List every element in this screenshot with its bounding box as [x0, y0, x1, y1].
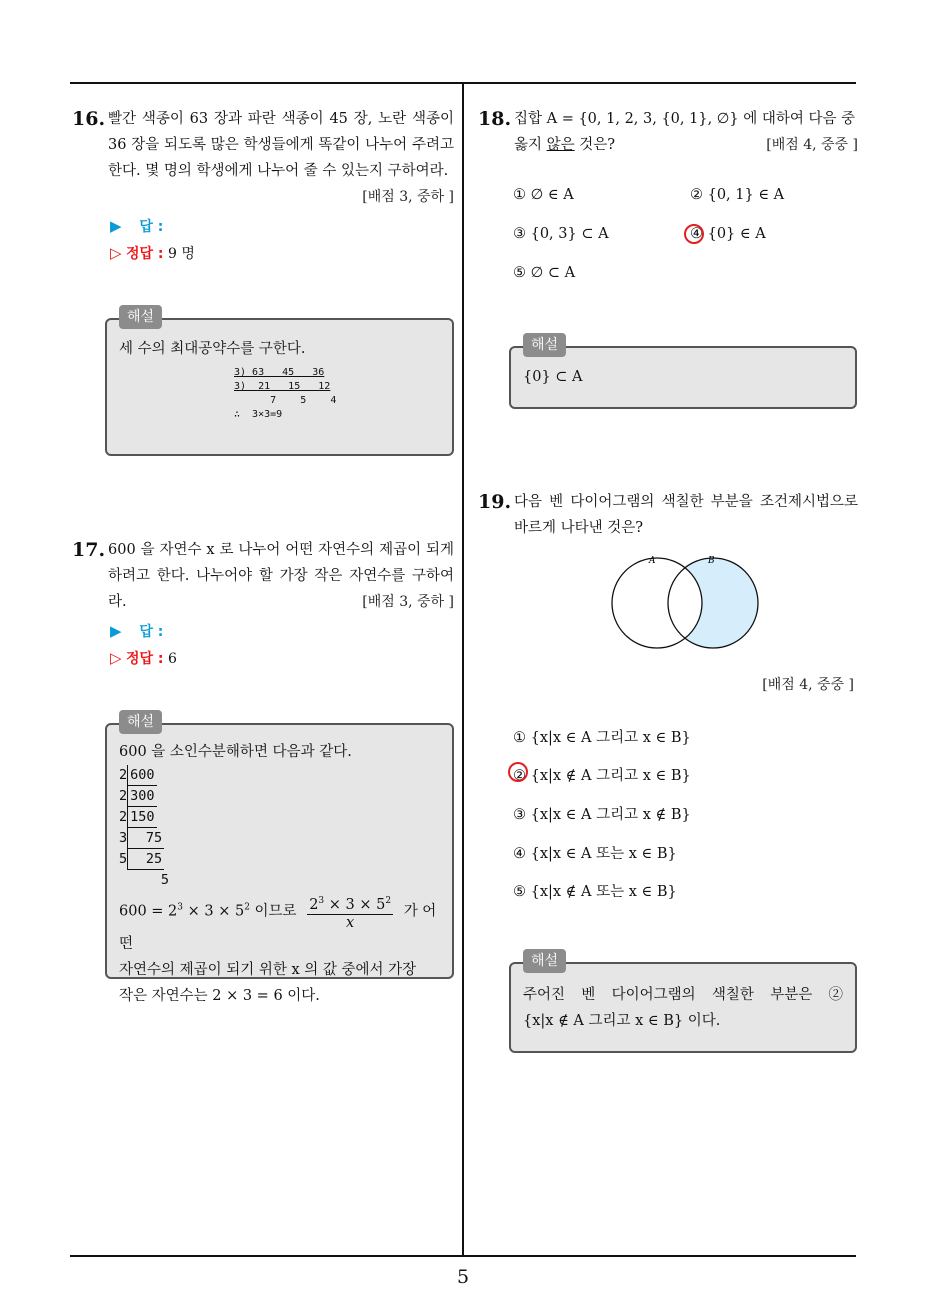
- explanation-box-16: [105, 309, 454, 456]
- formula-after: 가 어떤: [119, 903, 437, 952]
- option-5[interactable]: ⑤ ∅ ⊂ A: [513, 265, 576, 281]
- pf-divisor: 2: [119, 809, 128, 825]
- question-meta-19: [배점 4, 중중 ]: [762, 677, 854, 693]
- question-meta: [배점 3, 중하 ]: [362, 594, 454, 610]
- option-3[interactable]: ③ {x|x ∈ A 그리고 x ∉ B}: [513, 807, 691, 823]
- fraction-denominator: x: [346, 914, 355, 931]
- question-16: [72, 106, 454, 210]
- answer-line-16: [110, 216, 163, 236]
- formula-fraction: $\frac{2^3 \times 3 \times 5^2}{x}$: [307, 892, 393, 931]
- prime-factorization: [119, 765, 440, 890]
- pf-divisor: 3: [119, 830, 128, 846]
- pf-value: 75: [127, 828, 164, 849]
- pf-divisor: 5: [119, 851, 128, 867]
- selected-mark: [508, 762, 528, 782]
- question-meta: [배점 4, 중중 ]: [766, 137, 858, 153]
- explanation-line: 자연수의 제곱이 되기 위한 x 의 값 중에서 가장: [119, 961, 417, 978]
- pf-divisor: 2: [119, 788, 128, 804]
- question-number: 17.: [72, 539, 106, 561]
- division-line: 7 5 4: [234, 395, 337, 406]
- text-part: 옳지: [514, 137, 547, 153]
- correct-line-16: [110, 243, 195, 263]
- explanation-tag: 해설: [523, 333, 566, 357]
- explanation-tag: 해설: [119, 710, 162, 734]
- option-3[interactable]: ③ {0, 3} ⊂ A: [513, 226, 609, 242]
- answer-line-17: [110, 621, 163, 641]
- option-4[interactable]: ④ {0} ∈ A: [690, 226, 766, 242]
- explanation-box-18: [509, 337, 857, 409]
- pf-value: 150: [127, 807, 156, 828]
- question-text-line1: 집합 A = {0, 1, 2, 3, {0, 1}, ∅} 에 대하여 다음 중: [514, 111, 856, 127]
- explanation-text: 600 을 소인수분해하면 다음과 같다.: [119, 744, 352, 760]
- division-table: [234, 366, 440, 422]
- option-4[interactable]: ④ {x|x ∈ A 또는 x ∈ B}: [513, 846, 677, 862]
- column-divider: [462, 82, 464, 1257]
- option-2[interactable]: ② {x|x ∉ A 그리고 x ∈ B}: [513, 768, 691, 784]
- selected-mark: [684, 224, 704, 244]
- division-line: 3) 63 45 36: [234, 367, 325, 378]
- answer-label: 답 :: [139, 624, 164, 640]
- answer-label: 답 :: [139, 219, 164, 235]
- explanation-text: {0} ⊂ A: [523, 369, 583, 385]
- venn-diagram: [605, 555, 765, 655]
- pf-value: 300: [127, 786, 156, 807]
- correct-line-17: [110, 648, 177, 668]
- correct-label: 정답 :: [126, 651, 164, 667]
- correct-value: 6: [167, 651, 177, 667]
- explanation-tag: 해설: [119, 305, 162, 329]
- explanation-text: 세 수의 최대공약수를 구한다.: [119, 341, 306, 357]
- option-1[interactable]: ① ∅ ∈ A: [513, 187, 574, 203]
- pf-value: 25: [127, 849, 164, 870]
- question-text: 600 을 자연수 x 로 나누어 어떤 자연수의 제곱이 되게 하려고 한다. 나누어야 할 가장 작은 자연수를 구하여라.: [108, 542, 454, 610]
- question-17: [72, 537, 454, 615]
- division-line: 3) 21 15 12: [234, 381, 331, 392]
- venn-label-a: A: [649, 556, 656, 566]
- question-19: [478, 489, 858, 541]
- option-1[interactable]: ① {x|x ∈ A 그리고 x ∈ B}: [513, 730, 691, 746]
- explanation-line: 주어진 벤 다이어그램의 색칠한 부분은 ②: [523, 987, 843, 1003]
- question-number: 16.: [72, 108, 106, 130]
- correct-value: 9 명: [167, 246, 195, 262]
- pf-value: 600: [127, 765, 156, 786]
- question-number: 18.: [478, 108, 512, 130]
- explanation-formula: $600 = 2^3 \times 3 \times 5^2$ 이므로 $\frac{2^3 \times 3 \times 5^2}{x}$ 가 어떤: [119, 892, 440, 957]
- venn-label-b: B: [708, 556, 715, 566]
- pf-last: 5: [160, 872, 169, 888]
- page-number: 5: [456, 1266, 470, 1288]
- pf-divisor: 2: [119, 767, 128, 783]
- question-text: 빨간 색종이 63 장과 파란 색종이 45 장, 노란 색종이 36 장을 되도록 많은 학생들에게 똑같이 나누어 주려고 한다. 몇 명의 학생에게 나누어 줄 수 있는지 구하여라.: [108, 111, 454, 179]
- question-18: [478, 106, 858, 158]
- explanation-box-17: [105, 714, 454, 1004]
- division-line: ∴ 3×3=9: [234, 409, 283, 420]
- explanation-tag: 해설: [523, 949, 566, 973]
- bottom-rule: [70, 1255, 856, 1257]
- underlined-word: 않은: [546, 137, 575, 153]
- open-arrow-icon: ▷: [110, 649, 122, 667]
- question-meta: [배점 3, 중하 ]: [362, 189, 454, 205]
- correct-label: 정답 :: [126, 246, 164, 262]
- question-number: 19.: [478, 491, 512, 513]
- formula-mid: 이므로: [254, 903, 297, 920]
- arrow-icon: ▶: [110, 622, 122, 640]
- arrow-icon: ▶: [110, 217, 122, 235]
- question-text: 다음 벤 다이어그램의 색칠한 부분을 조건제시법으로 바르게 나타낸 것은?: [514, 494, 858, 536]
- text-part: 것은?: [574, 137, 616, 153]
- formula-prefix: 600 = 2: [119, 903, 178, 920]
- option-5[interactable]: ⑤ {x|x ∉ A 또는 x ∈ B}: [513, 884, 677, 900]
- explanation-line: {x|x ∉ A 그리고 x ∈ B} 이다.: [523, 1013, 721, 1029]
- explanation-box-19: [509, 953, 857, 1053]
- option-2[interactable]: ② {0, 1} ∈ A: [690, 187, 785, 203]
- open-arrow-icon: ▷: [110, 244, 122, 262]
- explanation-line: 작은 자연수는 2 × 3 = 6 이다.: [119, 987, 320, 1004]
